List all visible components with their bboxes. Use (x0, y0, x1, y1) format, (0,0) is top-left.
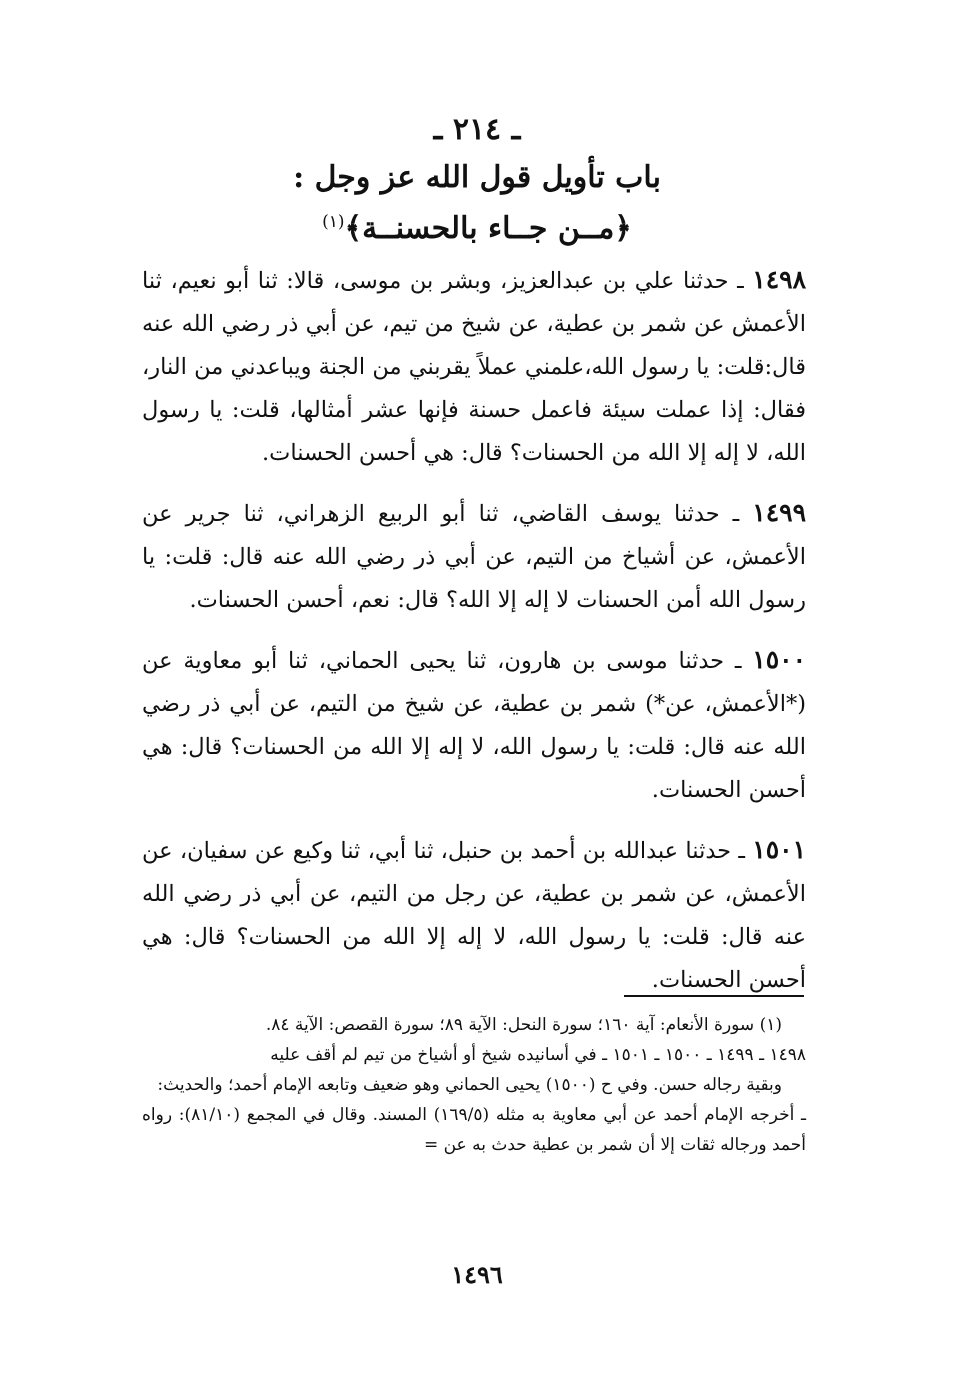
footnote-divider (624, 995, 804, 997)
hadith-paragraph (142, 258, 806, 475)
hadith-text: ـ حدثنا موسى بن هارون، ثنا يحيى الحماني، ثنا أبو معاوية عن (*الأعمش، عن*) شمر بن عطية، عن شيخ من التيم، عن أبي ذر رضي الله عنه قال: قلت: يا رسول الله، لا إله إلا الله من الحسنات؟ قال: هي أحسن الحسنات. (142, 648, 806, 803)
page-sequence-number: ١٤٩٦ (451, 1260, 503, 1289)
footnote-3: ـ أخرجه الإمام أحمد عن أبي معاوية به مثله (١٦٩/٥) المسند. وقال في المجمع (٨١/١٠): رواه أحمد ورجاله ثقات إلا أن شمر بن عطية حدث به عن = (142, 1105, 807, 1155)
hadith-paragraph (142, 638, 806, 812)
footnote-2-head: ١٤٩٨ ـ ١٤٩٩ ـ ١٥٠٠ ـ ١٥٠١ ـ في أسانيده شيخ أو أشياخ من تيم لم أقف عليه (270, 1045, 806, 1065)
hadith-number: ١٥٠١ (752, 835, 807, 864)
hadith-paragraph (142, 491, 806, 622)
footnote-ref-1: (١) (322, 212, 345, 232)
hadith-paragraph (142, 828, 806, 1002)
footnotes-section (142, 1010, 806, 1160)
hadith-text: ـ حدثنا عبدالله بن أحمد بن حنبل، ثنا أبي، ثنا وكيع عن سفيان، عن الأعمش، عن شمر بن عطية، عن رجل من التيم، عن أبي ذر رضي الله عنه قال: قلت: يا رسول الله، لا إله إلا الله من الحسنات؟ قال: هي أحسن الحسنات. (142, 838, 806, 993)
page-number-header: ـ ٢١٤ ـ (433, 112, 521, 147)
hadith-text: ـ حدثنا يوسف القاضي، ثنا أبو الربيع الزهراني، ثنا جرير عن الأعمش، عن أشياخ من التيم، عن أبي ذر رضي الله عنه قال: قلت: يا رسول الله أمن الحسنات لا إله إلا الله؟ قال: نعم، أحسن الحسنات. (142, 501, 806, 613)
footnote-2-body: وبقية رجاله حسن. وفي ح (١٥٠٠) يحيى الحماني وهو ضعيف وتابعه الإمام أحمد؛ والحديث: (157, 1075, 782, 1095)
chapter-title: باب تأويل قول الله عز وجل : (293, 160, 661, 195)
hadith-text: ـ حدثنا علي بن عبدالعزيز، وبشر بن موسى، قالا: ثنا أبو نعيم، ثنا الأعمش عن شمر بن عطية، عن شيخ من تيم، عن أبي ذر رضي الله عنه قال:قلت: يا رسول الله،علمني عملاً يقربني من الجنة ويباعدني من النار، فقال: إذا عملت سيئة فاعمل حسنة فإنها عشر أمثالها، قلت: يا رسول الله، لا إله إلا الله من الحسنات؟ قال: هي أحسن الحسنات. (142, 268, 806, 466)
hadith-number: ١٤٩٨ (752, 265, 806, 294)
main-body (142, 258, 806, 1018)
footnote-1: (١) سورة الأنعام: آية ١٦٠؛ سورة النحل: الآية ٨٩؛ سورة القصص: الآية ٨٤. (265, 1015, 782, 1035)
hadith-number: ١٤٩٩ (752, 498, 807, 527)
hadith-number: ١٥٠٠ (752, 645, 807, 674)
chapter-subtitle (0, 202, 954, 249)
quran-verse-title: ﴿مــن جــاء بالحسنــة﴾ (344, 211, 632, 246)
